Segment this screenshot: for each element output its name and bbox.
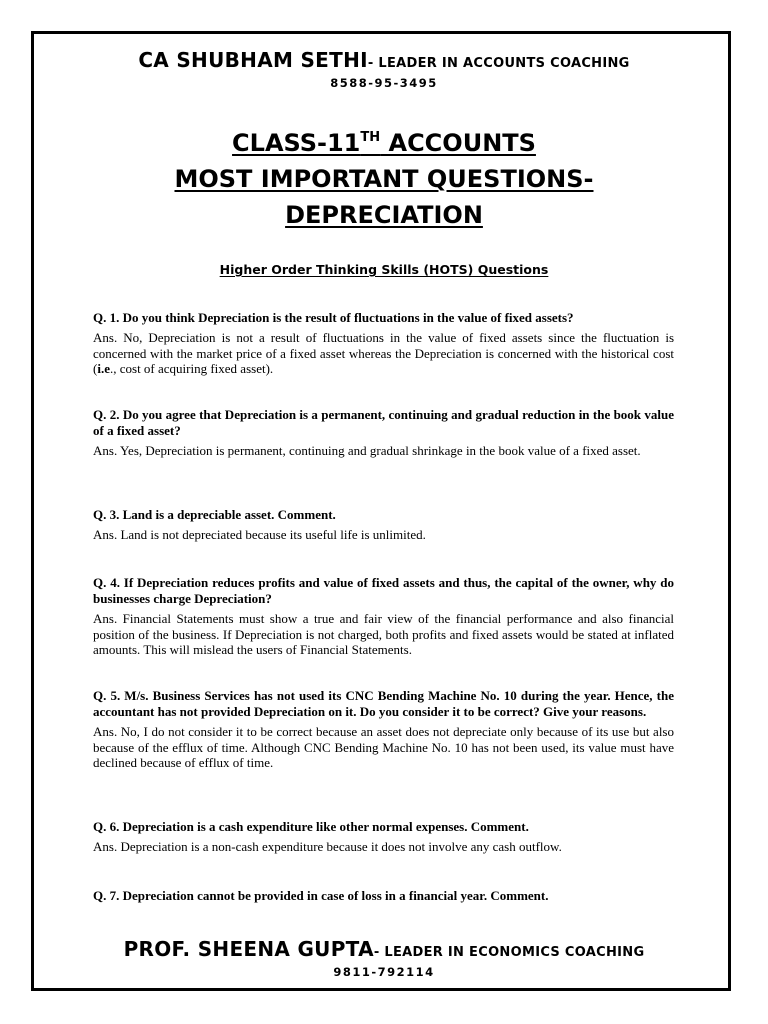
question-text: Q. 7. Depreciation cannot be provided in case of loss in a financial year. Comment.: [93, 888, 549, 903]
class-title-prefix: CLASS-11: [232, 129, 361, 157]
header-phone: 8588-95-3495: [330, 76, 438, 90]
header-brand-name: CA SHUBHAM SETHI: [138, 48, 368, 72]
question-5: [93, 688, 674, 771]
answer-text: Ans. Land is not depreciated because its useful life is unlimited.: [93, 527, 426, 542]
answer-text-part: Ans. No, Depreciation is not a result of fluctuations in the value of fixed assets since the fluctuation is concerned with the market price of a fixed asset whereas the Depreciation is concerned with the historical cost (: [93, 330, 674, 376]
page-title-line3: DEPRECIATION: [285, 201, 483, 229]
answer-text: Ans. Depreciation is a non-cash expenditure because it does not involve any cash outflow.: [93, 839, 562, 854]
footer-brand: [34, 937, 734, 961]
class-title-suffix: ACCOUNTS: [380, 129, 536, 157]
question-4: [93, 575, 674, 658]
question-3: [93, 507, 674, 543]
question-2: [93, 407, 674, 459]
page-title-line2: MOST IMPORTANT QUESTIONS-: [174, 165, 594, 193]
footer-phone: 9811-792114: [333, 965, 435, 979]
question-text: Q. 3. Land is a depreciable asset. Comment.: [93, 507, 336, 522]
question-7: [93, 888, 674, 904]
answer-text: Ans. Financial Statements must show a true and fair view of the financial performance and also financial position of the business. If Depreciation is not charged, both profits and fixed assets would be stated at inflated amounts. This will mislead the users of Financial Statements.: [93, 611, 674, 657]
answer-text-part: ., cost of acquiring fixed asset).: [109, 361, 274, 376]
class-title-sup: TH: [360, 130, 381, 145]
question-text: Q. 2. Do you agree that Depreciation is a permanent, continuing and gradual reduction in the book value of a fixed asset?: [93, 407, 674, 438]
section-heading: Higher Order Thinking Skills (HOTS) Questions: [219, 262, 549, 277]
footer: [34, 937, 734, 979]
footer-brand-name: PROF. SHEENA GUPTA: [123, 937, 374, 961]
answer-text: Ans. Yes, Depreciation is permanent, continuing and gradual shrinkage in the book value of a fixed asset.: [93, 443, 641, 458]
title-block: [34, 120, 734, 233]
question-1: [93, 310, 674, 377]
question-6: [93, 819, 674, 855]
header-brand-tag: - LEADER IN ACCOUNTS COACHING: [367, 56, 630, 71]
answer-text-bold: i.e: [97, 361, 110, 376]
header-brand: [34, 48, 734, 72]
question-text: Q. 6. Depreciation is a cash expenditure like other normal expenses. Comment.: [93, 819, 529, 834]
answer-text: [93, 330, 674, 377]
answer-text: Ans. No, I do not consider it to be correct because an asset does not depreciate only because of its use but also because of the efflux of time. Although CNC Bending Machine No. 10 has not been used, its value must have declined because of efflux of time.: [93, 724, 674, 770]
class-title: [34, 120, 734, 161]
question-text: Q. 1. Do you think Depreciation is the result of fluctuations in the value of fixed assets?: [93, 310, 574, 325]
question-text: Q. 5. M/s. Business Services has not used its CNC Bending Machine No. 10 during the year. Hence, the accountant has not provided Depreciation on it. Do you consider it to be correct? Give your reasons.: [93, 688, 674, 719]
footer-brand-tag: - LEADER IN ECONOMICS COACHING: [373, 945, 645, 960]
header: [34, 48, 734, 90]
question-text: Q. 4. If Depreciation reduces profits and value of fixed assets and thus, the capital of the owner, why do businesses charge Depreciation?: [93, 575, 674, 606]
